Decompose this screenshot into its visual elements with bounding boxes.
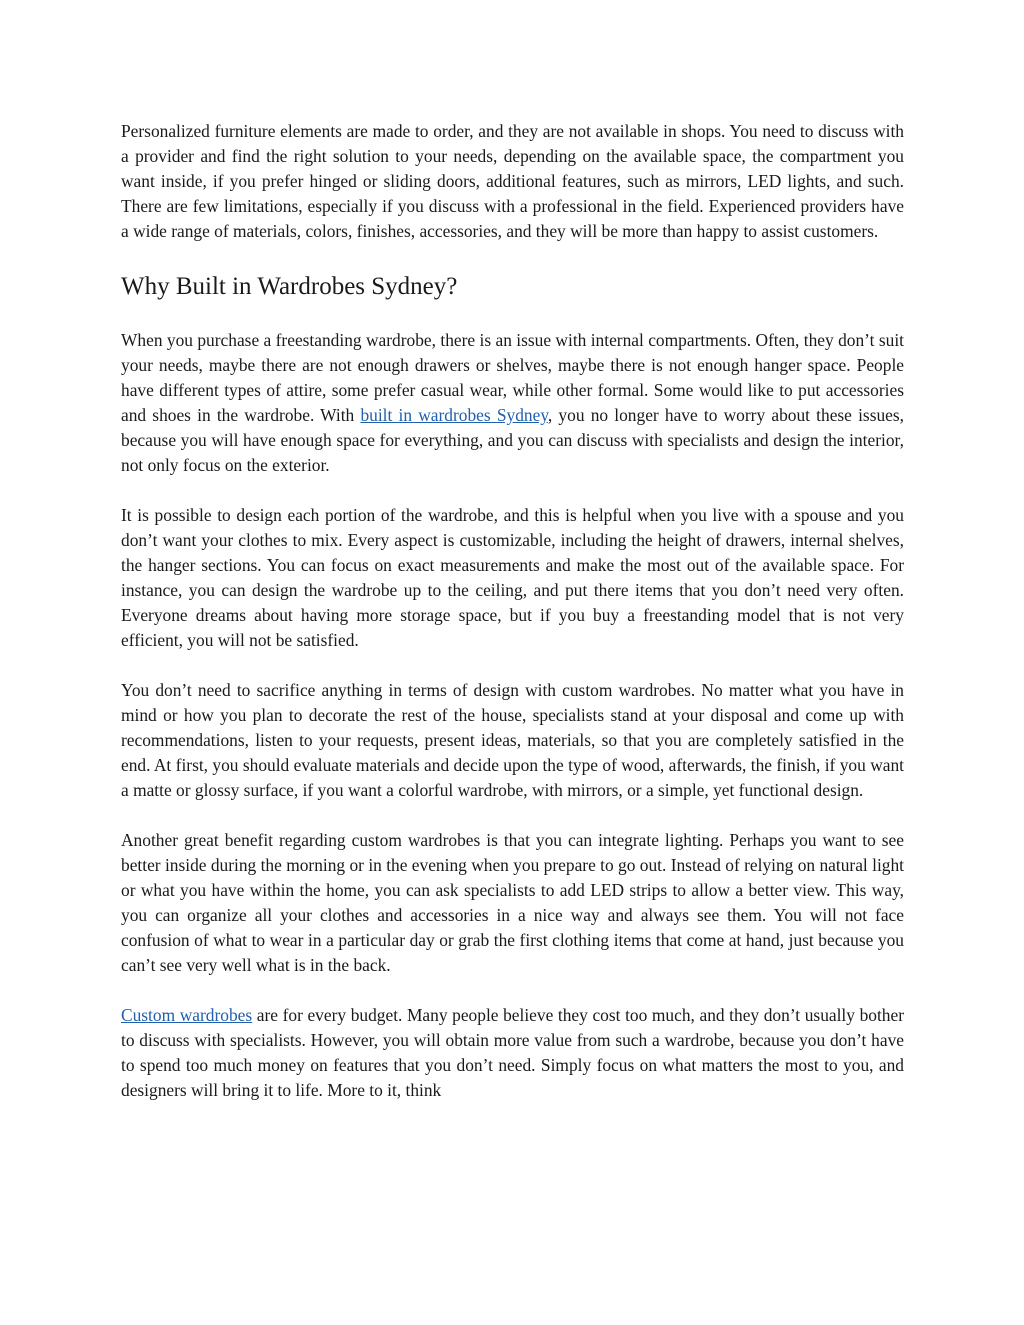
paragraph-freestanding	[121, 328, 904, 478]
document-page	[121, 119, 904, 1128]
paragraph-design-portions: It is possible to design each portion of the wardrobe, and this is helpful when you live with a spouse and you don’t want your clothes to mix. Every aspect is customizable, including the height of drawers, internal shelves, the hanger sections. You can focus on exact measurements and make the most out of the available space. For instance, you can design the wardrobe up to the ceiling, and put there items that you don’t need very often. Everyone dreams about having more storage space, but if you buy a freestanding model that is not very efficient, you will not be satisfied.	[121, 505, 904, 650]
intro-paragraph: Personalized furniture elements are made to order, and they are not available in shops. You need to discuss with a provider and find the right solution to your needs, depending on the available space, the compartment you want inside, if you prefer hinged or sliding doors, additional features, such as mirrors, LED lights, and such. There are few limitations, especially if you discuss with a professional in the field. Experienced providers have a wide range of materials, colors, finishes, accessories, and they will be more than happy to assist customers.	[121, 121, 904, 241]
section-heading: Why Built in Wardrobes Sydney?	[121, 273, 458, 300]
paragraph-budget	[121, 1003, 904, 1103]
paragraph-design-freedom: You don’t need to sacrifice anything in terms of design with custom wardrobes. No matter what you have in mind or how you plan to decorate the rest of the house, specialists stand at your disposal and come up with recommendations, listen to your requests, present ideas, materials, so that you are completely satisfied in the end. At first, you should evaluate materials and decide upon the type of wood, afterwards, the finish, if you want a matte or glossy surface, if you want a colorful wardrobe, with mirrors, or a simple, yet functional design.	[121, 680, 904, 800]
built-in-wardrobes-link[interactable]: built in wardrobes Sydney	[360, 405, 548, 425]
paragraph-text: , you no longer have to worry about these issues, because you will have enough space for everything, and you can discuss with specialists and design the interior, not only focus on the exterior.	[121, 405, 904, 475]
paragraph-text: When you purchase a freestanding wardrobe, there is an issue with internal compartments. Often, they don’t suit your needs, maybe there are not enough drawers or shelves, maybe there is not enough hanger space. People have different types of attire, some prefer casual wear, while other formal. Some would like to put accessories and shoes in the wardrobe. With	[121, 330, 904, 425]
paragraph-text: are for every budget. Many people believe they cost too much, and they don’t usually bother to discuss with specialists. However, you will obtain more value from such a wardrobe, because you don’t have to spend too much money on features that you don’t need. Simply focus on what matters the most to you, and designers will bring it to life. More to it, think	[121, 1005, 904, 1100]
custom-wardrobes-link[interactable]: Custom wardrobes	[121, 1005, 253, 1025]
paragraph-lighting: Another great benefit regarding custom wardrobes is that you can integrate lighting. Perhaps you want to see better inside during the morning or in the evening when you prepare to go out. Instead of relying on natural light or what you have within the home, you can ask specialists to add LED strips to allow a better view. This way, you can organize all your clothes and accessories in a nice way and always see them. You will not face confusion of what to wear in a particular day or grab the first clothing items that come at hand, just because you can’t see very well what is in the back.	[121, 830, 904, 975]
